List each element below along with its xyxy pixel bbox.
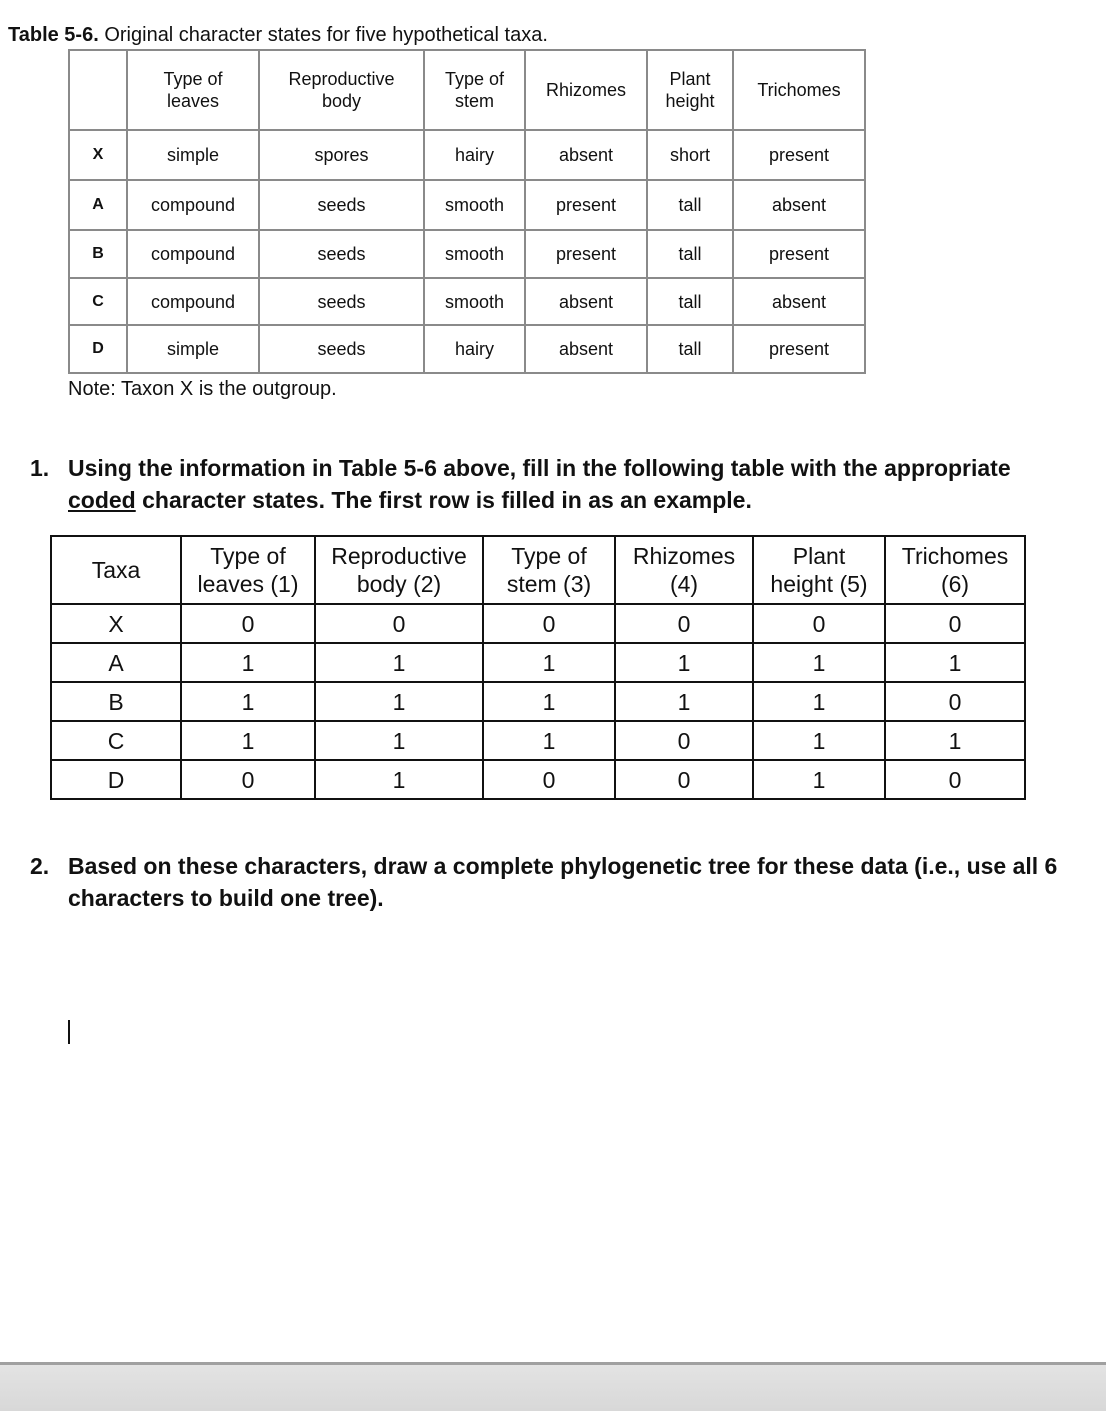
table-row [51, 643, 1025, 682]
table-cell[interactable]: tall [647, 180, 733, 230]
taxon-label[interactable]: X [51, 604, 181, 643]
table-cell[interactable]: 0 [483, 604, 615, 643]
table-row [69, 278, 865, 325]
table-cell[interactable]: 1 [753, 760, 885, 799]
column-header[interactable]: Trichomes (6) [885, 536, 1025, 604]
header-row [51, 536, 1025, 604]
column-header[interactable]: Rhizomes (4) [615, 536, 753, 604]
taxon-label[interactable]: A [51, 643, 181, 682]
question-text: Based on these characters, draw a complete phylogenetic tree for these data (i.e., use all 6 characters to build one tree). [68, 853, 1058, 911]
table-cell[interactable]: present [525, 180, 647, 230]
table-cell[interactable]: compound [127, 230, 259, 278]
table-cell[interactable]: 1 [315, 643, 483, 682]
column-header[interactable]: Plant height (5) [753, 536, 885, 604]
table-cell[interactable]: compound [127, 180, 259, 230]
bottom-toolbar [0, 1362, 1106, 1411]
table-row [51, 682, 1025, 721]
table-cell[interactable]: 1 [315, 760, 483, 799]
table-cell[interactable]: hairy [424, 130, 525, 180]
table-cell[interactable]: 1 [615, 682, 753, 721]
question-number: 2. [30, 853, 50, 879]
table-cell[interactable]: 1 [315, 682, 483, 721]
table-cell[interactable]: seeds [259, 325, 424, 373]
table-cell[interactable]: present [525, 230, 647, 278]
table-cell[interactable]: 0 [483, 760, 615, 799]
table-cell[interactable]: 1 [885, 721, 1025, 760]
table-cell[interactable]: 1 [315, 721, 483, 760]
taxon-label[interactable]: A [69, 180, 127, 230]
table-cell[interactable]: spores [259, 130, 424, 180]
table-cell[interactable]: present [733, 230, 865, 278]
table-cell[interactable]: 1 [181, 682, 315, 721]
text-cursor[interactable] [68, 1020, 70, 1044]
table-row [69, 230, 865, 278]
table-cell[interactable]: 1 [753, 643, 885, 682]
table-cell[interactable]: 0 [885, 604, 1025, 643]
table-cell[interactable]: tall [647, 325, 733, 373]
question-number: 1. [30, 455, 50, 481]
table-cell[interactable]: 0 [181, 604, 315, 643]
table-cell[interactable]: absent [525, 130, 647, 180]
table-cell[interactable]: 1 [615, 643, 753, 682]
outgroup-note: Note: Taxon X is the outgroup. [68, 378, 337, 400]
table-cell[interactable]: 0 [615, 604, 753, 643]
question-1 [30, 452, 1100, 516]
table-cell[interactable]: short [647, 130, 733, 180]
table-cell[interactable]: present [733, 325, 865, 373]
table-row [51, 604, 1025, 643]
column-header[interactable]: Trichomes [733, 50, 865, 130]
table-cell[interactable]: 0 [753, 604, 885, 643]
table-cell[interactable]: seeds [259, 278, 424, 325]
taxon-label[interactable]: C [51, 721, 181, 760]
taxon-label[interactable]: X [69, 130, 127, 180]
taxon-label[interactable]: B [69, 230, 127, 278]
table-cell[interactable]: 1 [181, 643, 315, 682]
column-header[interactable]: Reproductive body (2) [315, 536, 483, 604]
table-cell[interactable]: absent [525, 278, 647, 325]
table-cell[interactable]: tall [647, 278, 733, 325]
original-states-table [68, 49, 866, 374]
column-header[interactable]: Rhizomes [525, 50, 647, 130]
table-cell[interactable]: absent [525, 325, 647, 373]
table-row [51, 760, 1025, 799]
table-cell[interactable]: 0 [315, 604, 483, 643]
table-cell[interactable]: tall [647, 230, 733, 278]
table-row [69, 130, 865, 180]
coded-states-table [50, 535, 1026, 800]
question-text: Using the information in Table 5-6 above, fill in the following table with the appropriate [68, 455, 1011, 481]
taxon-label[interactable]: D [51, 760, 181, 799]
taxon-label[interactable]: D [69, 325, 127, 373]
caption-label: Table 5-6. [8, 24, 99, 46]
table-cell[interactable]: seeds [259, 230, 424, 278]
table-cell[interactable]: 1 [753, 721, 885, 760]
table-cell[interactable]: 0 [615, 760, 753, 799]
table-cell[interactable]: simple [127, 325, 259, 373]
taxon-label[interactable]: C [69, 278, 127, 325]
table-cell[interactable]: present [733, 130, 865, 180]
table-cell[interactable]: 1 [885, 643, 1025, 682]
table-row [69, 325, 865, 373]
header-row [69, 50, 865, 130]
table-cell[interactable]: smooth [424, 278, 525, 325]
column-header[interactable]: Type of stem [424, 50, 525, 130]
table-cell[interactable]: 1 [483, 643, 615, 682]
column-header[interactable]: Reproductive body [259, 50, 424, 130]
caption-text: Original character states for five hypothetical taxa. [98, 24, 548, 46]
table-cell[interactable]: 0 [885, 682, 1025, 721]
table-cell[interactable]: 0 [181, 760, 315, 799]
column-header[interactable]: Type of leaves (1) [181, 536, 315, 604]
table-cell[interactable]: 1 [753, 682, 885, 721]
table-cell[interactable]: 0 [885, 760, 1025, 799]
column-header[interactable]: Type of stem (3) [483, 536, 615, 604]
table-cell[interactable]: absent [733, 180, 865, 230]
table-cell[interactable]: seeds [259, 180, 424, 230]
table-cell[interactable]: 1 [483, 721, 615, 760]
table-cell[interactable]: smooth [424, 180, 525, 230]
table-cell[interactable]: simple [127, 130, 259, 180]
table-cell[interactable]: compound [127, 278, 259, 325]
table-row [69, 180, 865, 230]
table-cell[interactable]: hairy [424, 325, 525, 373]
table-cell[interactable]: 1 [181, 721, 315, 760]
table-row [51, 721, 1025, 760]
question-text-cont: character states. The first row is filled in as an example. [135, 487, 752, 513]
table-cell[interactable]: absent [733, 278, 865, 325]
table-cell[interactable]: 0 [615, 721, 753, 760]
column-header[interactable]: Taxa [51, 536, 181, 604]
column-header[interactable]: Plant height [647, 50, 733, 130]
question-2 [30, 850, 1100, 914]
table-cell[interactable]: 1 [483, 682, 615, 721]
table-cell[interactable]: smooth [424, 230, 525, 278]
underlined-word: coded [68, 487, 136, 513]
column-header[interactable] [69, 50, 127, 130]
taxon-label[interactable]: B [51, 682, 181, 721]
table-caption [8, 24, 548, 47]
column-header[interactable]: Type of leaves [127, 50, 259, 130]
